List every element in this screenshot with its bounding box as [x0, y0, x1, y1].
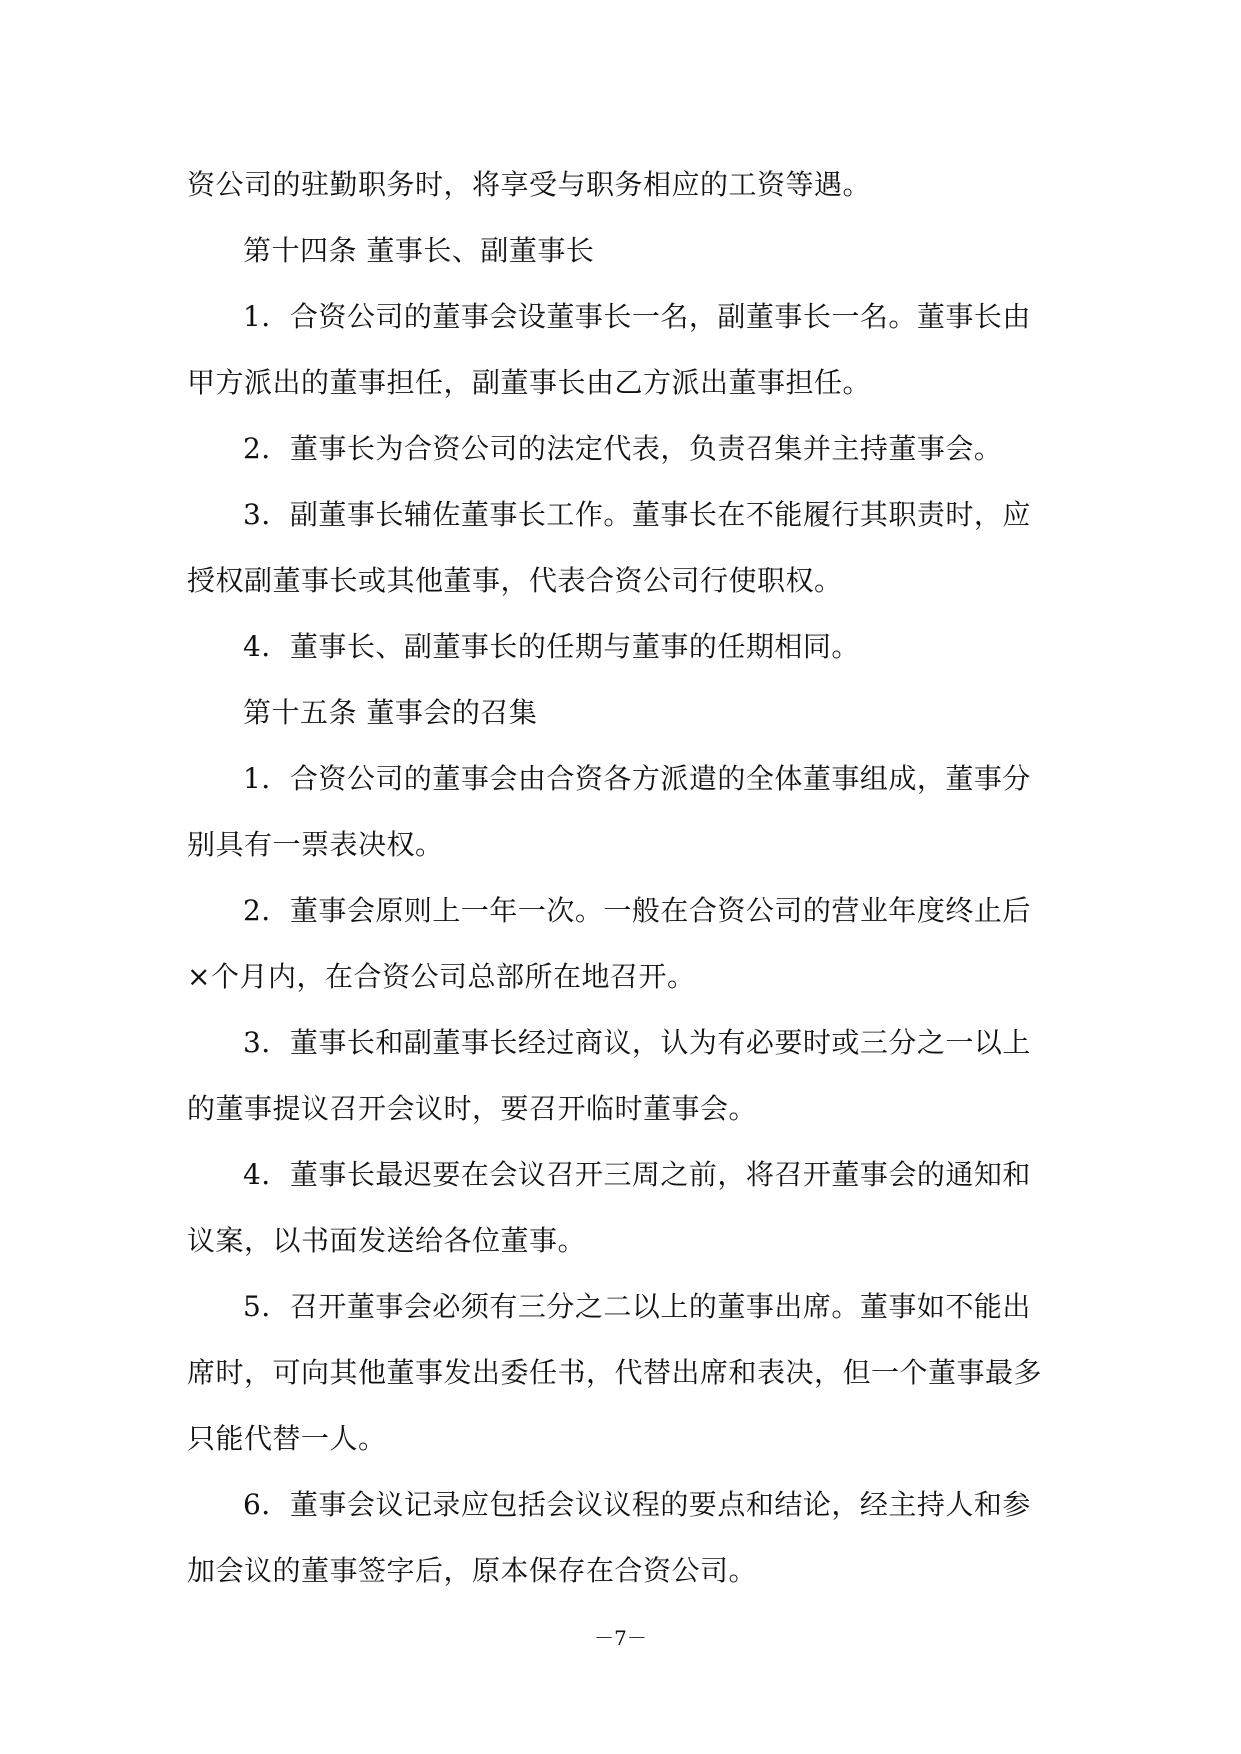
text-line: 4．董事长最迟要在会议召开三周之前，将召开董事会的通知和 [243, 1158, 1031, 1191]
text-line: 资公司的驻勤职务时，将享受与职务相应的工资等遇。 [187, 168, 872, 201]
text-line: 别具有一票表决权。 [187, 828, 444, 861]
text-line: 只能代替一人。 [187, 1422, 387, 1455]
text-line: 加会议的董事签字后，原本保存在合资公司。 [187, 1554, 758, 1587]
text-line: 1．合资公司的董事会设董事长一名，副董事长一名。董事长由 [243, 300, 1031, 333]
text-line: 4．董事长、副董事长的任期与董事的任期相同。 [243, 630, 860, 663]
text-line: 3．董事长和副董事长经过商议，认为有必要时或三分之一以上 [243, 1026, 1031, 1059]
text-line: 2．董事长为合资公司的法定代表，负责召集并主持董事会。 [243, 432, 1003, 465]
text-line: 议案，以书面发送给各位董事。 [187, 1224, 587, 1257]
article-heading: 第十四条 董事长、副董事长 [243, 234, 595, 267]
text-line: 1．合资公司的董事会由合资各方派遣的全体董事组成，董事分 [243, 762, 1031, 795]
text-line: 授权副董事长或其他董事，代表合资公司行使职权。 [187, 564, 843, 597]
text-line: 3．副董事长辅佐董事长工作。董事长在不能履行其职责时，应 [243, 498, 1031, 531]
text-line: ×个月内，在合资公司总部所在地召开。 [187, 960, 696, 993]
page-number: －7－ [594, 1626, 647, 1650]
text-line: 5．召开董事会必须有三分之二以上的董事出席。董事如不能出 [243, 1290, 1031, 1323]
text-line: 的董事提议召开会议时，要召开临时董事会。 [187, 1092, 758, 1125]
article-heading: 第十五条 董事会的召集 [243, 696, 538, 729]
text-line: 2．董事会原则上一年一次。一般在合资公司的营业年度终止后 [243, 894, 1031, 927]
text-line: 甲方派出的董事担任，副董事长由乙方派出董事担任。 [187, 366, 872, 399]
text-line: 6．董事会议记录应包括会议议程的要点和结论，经主持人和参 [243, 1488, 1031, 1521]
text-line: 席时，可向其他董事发出委任书，代替出席和表决，但一个董事最多 [187, 1356, 1043, 1389]
document-body [187, 152, 1057, 1604]
